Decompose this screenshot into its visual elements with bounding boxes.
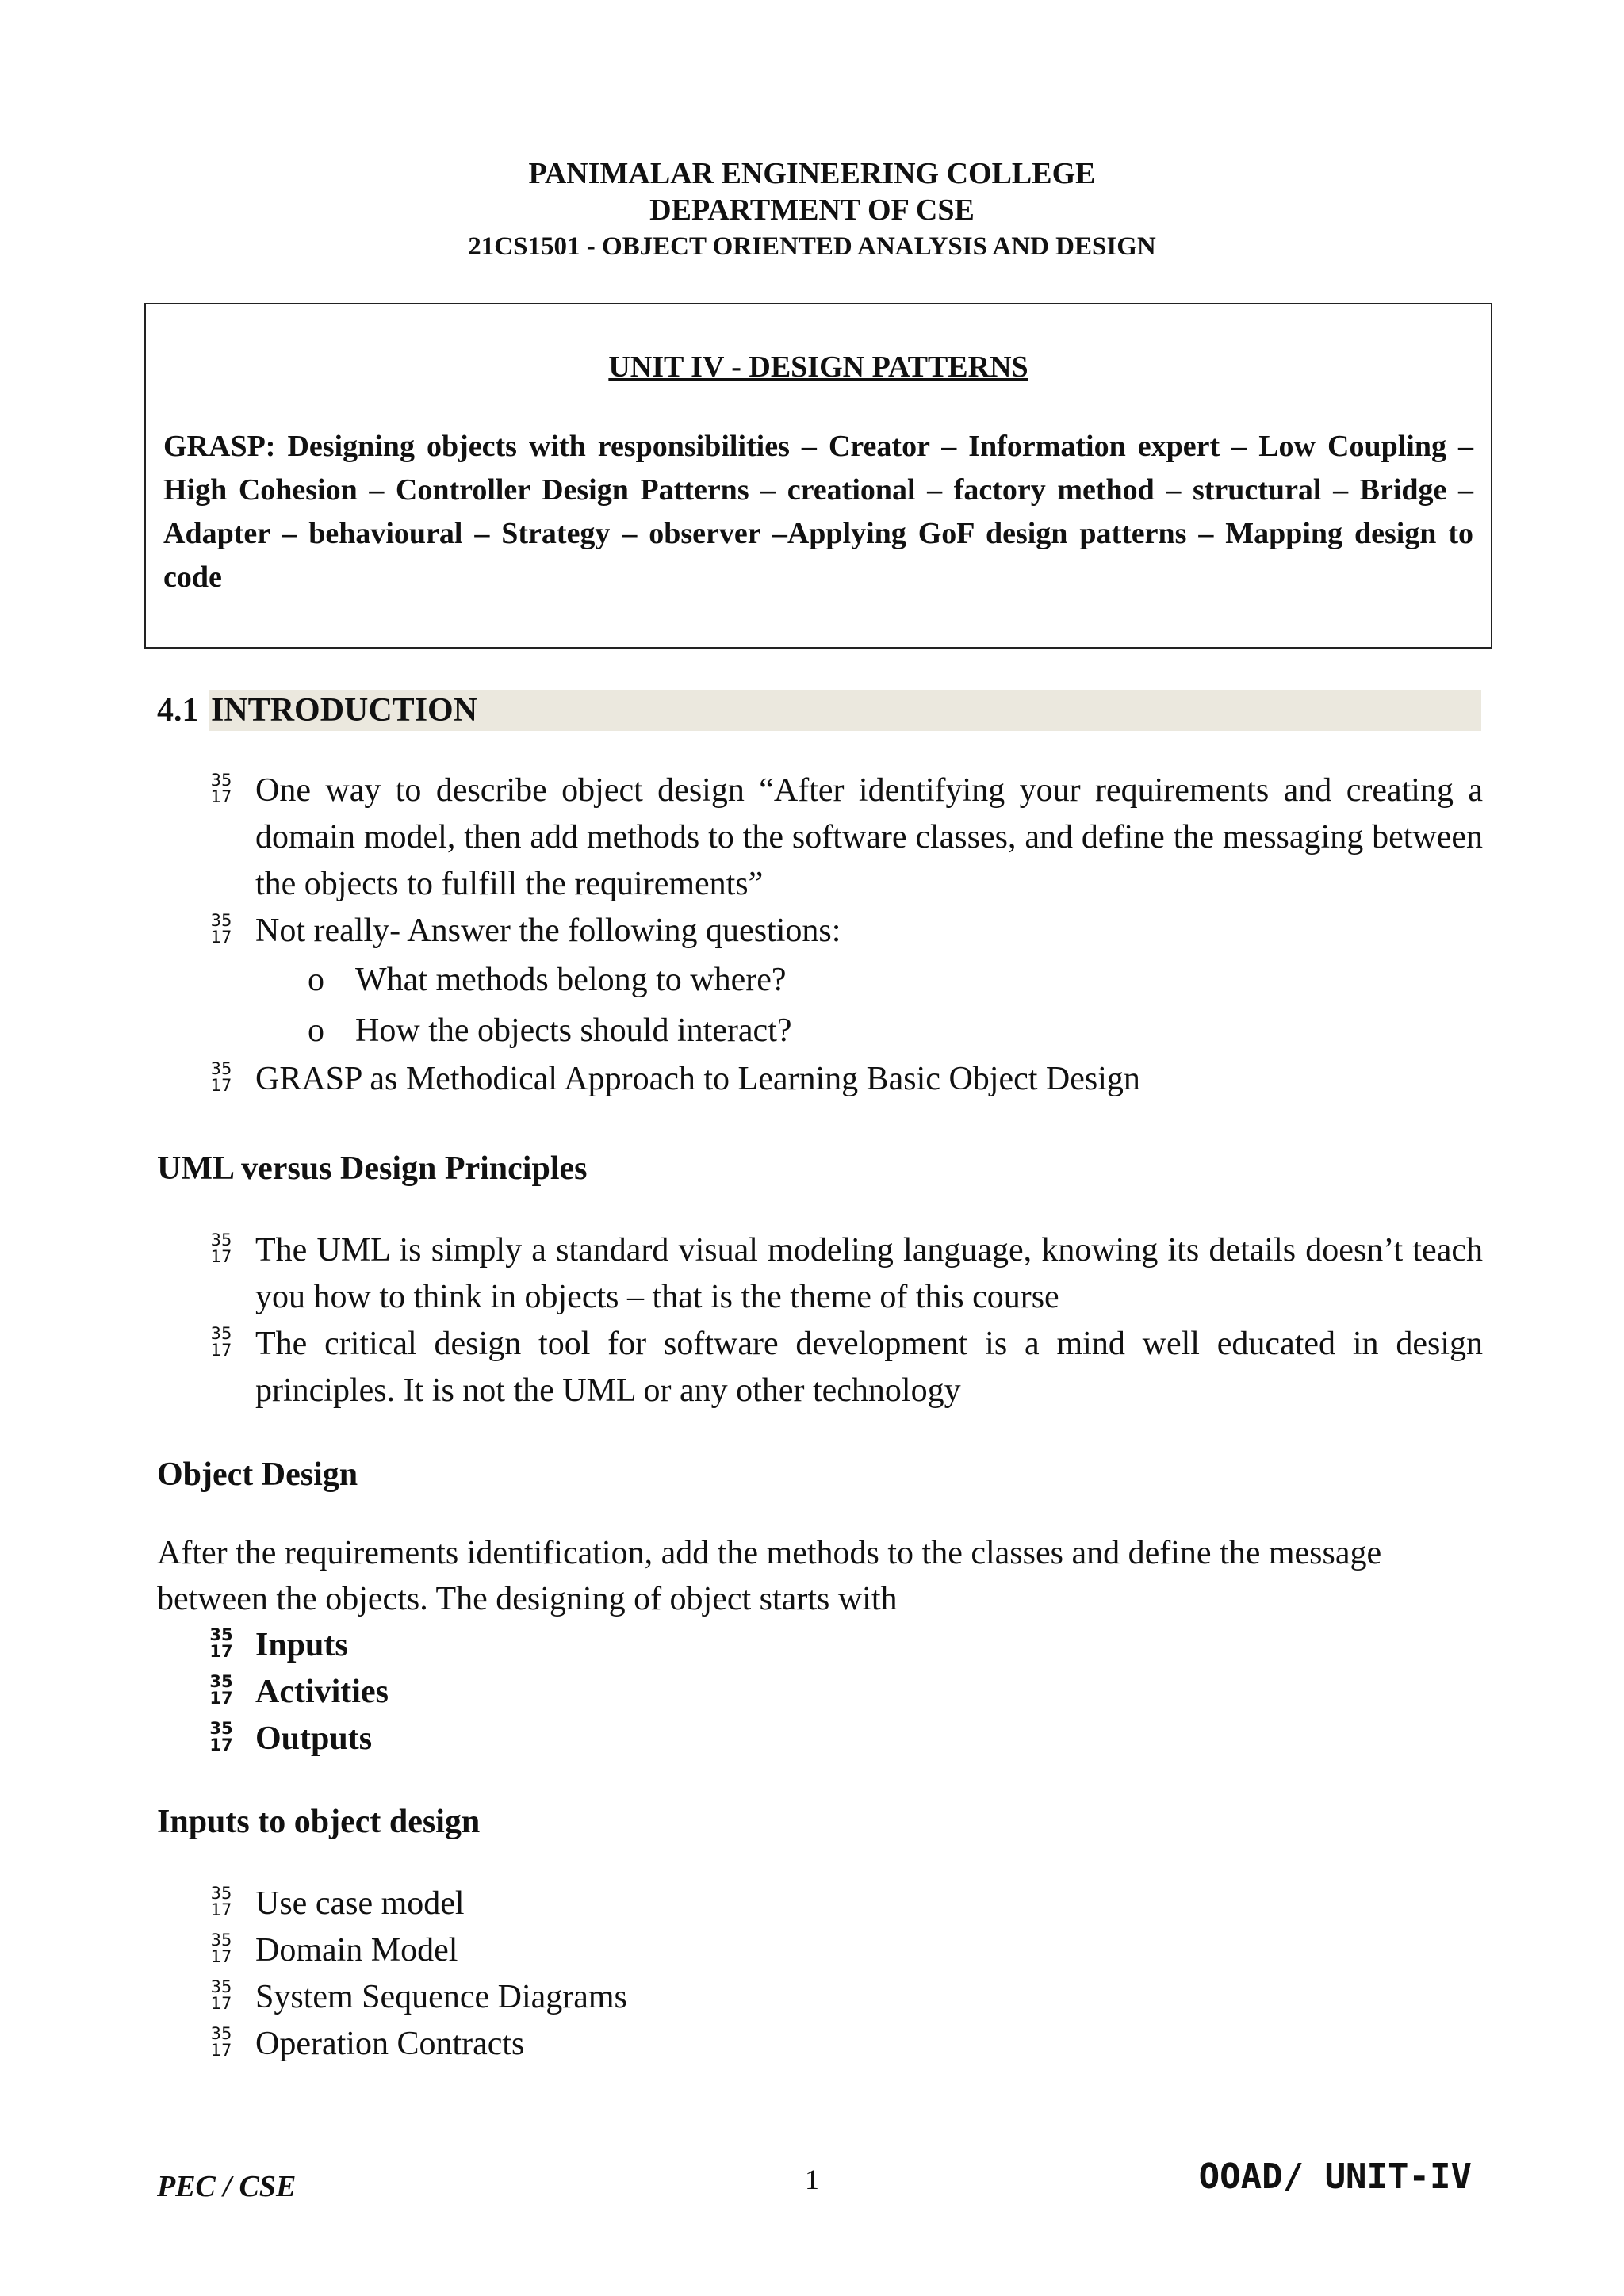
- bullet-icon: 35 17: [210, 771, 232, 806]
- list-item: [157, 1321, 1483, 1414]
- list-item: [157, 1622, 1483, 1669]
- bullet-icon: 35 17: [210, 1059, 232, 1095]
- sub-list-item: [157, 955, 1483, 1005]
- bullet-icon: 35 17: [210, 1931, 232, 1966]
- section-heading: [157, 688, 1481, 733]
- object-design-list: [157, 1622, 1483, 1762]
- syllabus-box: [144, 303, 1492, 649]
- bullet-icon: 35 17: [210, 1230, 232, 1266]
- inputs-heading: Inputs to object design: [157, 1804, 481, 1840]
- bullet-text: The critical design tool for software development is a mind well educated in design principles. It is not the UML or any other technology: [255, 1326, 1483, 1409]
- document-header: [0, 155, 1624, 265]
- bullet-icon: 35 17: [210, 1977, 232, 2013]
- sub-bullet-icon: o: [308, 1012, 324, 1049]
- bullet-icon: 35 17: [209, 1672, 233, 1708]
- list-item: [157, 1974, 1483, 2021]
- bullet-text: Use case model: [255, 1885, 465, 1922]
- bullet-text: Domain Model: [255, 1932, 458, 1969]
- bullet-text: One way to describe object design “After identifying your requirements and creating a domain model, then add methods to the software classes, and define the messaging between the objects to fulfill the requirements”: [255, 772, 1483, 902]
- section-number: 4.1: [157, 692, 199, 729]
- uml-list: [157, 1227, 1483, 1414]
- bullet-text: Activities: [255, 1674, 389, 1710]
- uml-heading: UML versus Design Principles: [157, 1150, 588, 1187]
- bullet-icon: 35 17: [210, 1884, 232, 1919]
- bullet-text: GRASP as Methodical Approach to Learning Basic Object Design: [255, 1061, 1140, 1097]
- section-title: INTRODUCTION: [211, 692, 478, 729]
- bullet-text: The UML is simply a standard visual modeling language, knowing its details doesn’t teach you how to think in objects – that is the theme of this course: [255, 1232, 1483, 1315]
- list-item: [157, 1927, 1483, 1974]
- intro-list: [157, 767, 1483, 1103]
- sub-bullet-text: What methods belong to where?: [355, 962, 787, 998]
- list-item: [157, 908, 1483, 955]
- sub-bullet-icon: o: [308, 962, 324, 998]
- syllabus-text: GRASP: Designing objects with responsibilities – Creator – Information expert – Low Coupling – High Cohesion – Controller Design Patterns – creational – factory method – structural – Bridge – Adapter – behavioural – Strategy – observer –Applying GoF design patterns – Mapping design to code: [163, 430, 1473, 594]
- list-item: [157, 767, 1483, 908]
- list-item: [157, 1227, 1483, 1321]
- bullet-text: Inputs: [255, 1627, 348, 1663]
- bullet-icon: 35 17: [210, 1324, 232, 1360]
- bullet-text: Not really- Answer the following questions:: [255, 913, 841, 949]
- list-item: [157, 2021, 1483, 2068]
- object-design-heading: Object Design: [157, 1456, 358, 1493]
- sub-list-item: [157, 1005, 1483, 1056]
- list-item: [157, 1056, 1483, 1103]
- course-title: 21CS1501 - OBJECT ORIENTED ANALYSIS AND DESIGN: [468, 232, 1156, 261]
- object-design-paragraph: After the requirements identification, add the methods to the classes and define the message between the objects. The designing of object starts with: [157, 1535, 1382, 1617]
- list-item: [157, 1669, 1483, 1716]
- sub-bullet-text: How the objects should interact?: [355, 1012, 792, 1049]
- bullet-text: Operation Contracts: [255, 2026, 525, 2062]
- inputs-list: [157, 1881, 1483, 2068]
- bullet-icon: 35 17: [210, 2024, 232, 2060]
- bullet-icon: 35 17: [210, 911, 232, 947]
- bullet-icon: 35 17: [209, 1719, 233, 1755]
- bullet-text: Outputs: [255, 1720, 373, 1757]
- unit-title: UNIT IV - DESIGN PATTERNS: [608, 350, 1028, 384]
- bullet-text: System Sequence Diagrams: [255, 1979, 627, 2015]
- footer-institution: PEC / CSE: [157, 2170, 297, 2203]
- list-item: [157, 1881, 1483, 1927]
- bullet-icon: 35 17: [209, 1625, 233, 1661]
- college-name: PANIMALAR ENGINEERING COLLEGE: [528, 157, 1096, 190]
- footer-unit: OOAD/ UNIT-IV: [1198, 2156, 1472, 2197]
- department-name: DEPARTMENT OF CSE: [649, 193, 975, 227]
- page-number: 1: [805, 2164, 819, 2195]
- list-item: [157, 1716, 1483, 1762]
